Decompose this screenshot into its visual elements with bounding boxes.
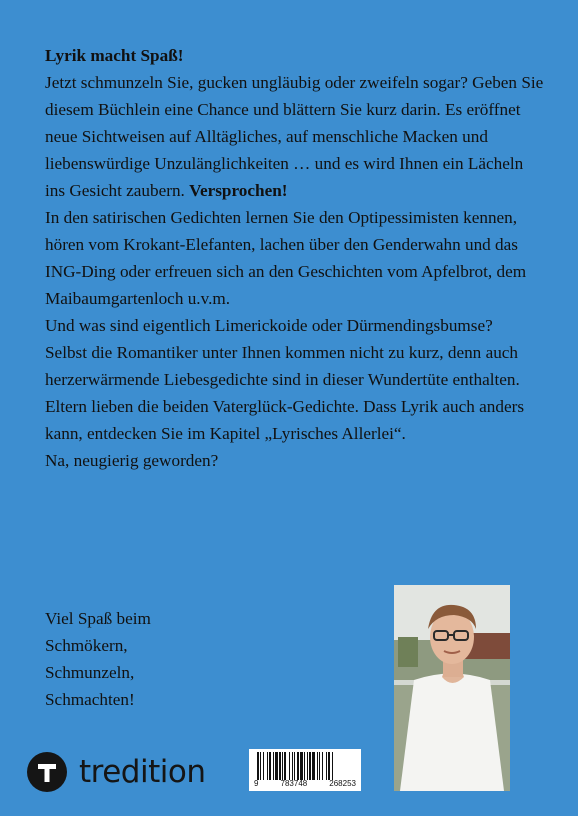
- promise-text: Versprochen!: [189, 181, 288, 200]
- blurb-paragraph-5: Na, neugierig geworden?: [45, 451, 219, 470]
- blurb-paragraph-3: Und was sind eigentlich Limerickoide oder Dürmendingsbumse?: [45, 316, 493, 335]
- signoff-line-3: Schmunzeln,: [45, 663, 135, 682]
- barcode-digits: [253, 780, 357, 788]
- tredition-t-icon: [27, 752, 67, 792]
- blurb-paragraph-4: Selbst die Romantiker unter Ihnen kommen nicht zu kurz, denn auch herzerwärmende Liebesgedichte sind in dieser Wundertüte enthalten. Eltern lieben die beiden Vaterglück-Gedichte. Dass Lyrik auch anders kann, entdecken Sie im Kapitel „Lyrisches Allerlei“.: [45, 343, 525, 443]
- author-portrait-illustration: [394, 585, 510, 791]
- isbn-barcode: [249, 749, 361, 791]
- blurb-heading: Lyrik macht Spaß!: [45, 46, 184, 65]
- barcode-group-1: 783748: [280, 779, 308, 788]
- signoff-line-1: Viel Spaß beim: [45, 609, 151, 628]
- publisher-logo: [27, 752, 205, 792]
- back-cover-blurb: [45, 42, 545, 474]
- signoff: [45, 605, 151, 713]
- barcode-bars-icon: [255, 752, 355, 782]
- blurb-paragraph-2: In den satirischen Gedichten lernen Sie den Optipessimisten kennen, hören vom Krokant-Elefanten, lachen über den Genderwahn und das ING-Ding oder erfreuen sich an den Geschichten vom Apfelbrot, dem Maibaumgartenloch u.v.m.: [45, 208, 527, 308]
- signoff-line-4: Schmachten!: [45, 690, 135, 709]
- blurb-paragraph-1: Jetzt schmunzeln Sie, gucken ungläubig oder zweifeln sogar? Geben Sie diesem Büchlein eine Chance und blättern Sie kurz darin. Es eröffnet neue Sichtweisen auf Alltägliches, auf menschliche Macken und liebenswürdige Unzulänglichkeiten … und es wird Ihnen ein Lächeln ins Gesicht zaubern. Versprochen!: [45, 73, 544, 200]
- author-photo: [394, 585, 510, 791]
- signoff-line-2: Schmökern,: [45, 636, 128, 655]
- barcode-first-digit: 9: [254, 779, 259, 788]
- barcode-group-2: 268253: [329, 779, 356, 788]
- publisher-name: tredition: [79, 754, 206, 790]
